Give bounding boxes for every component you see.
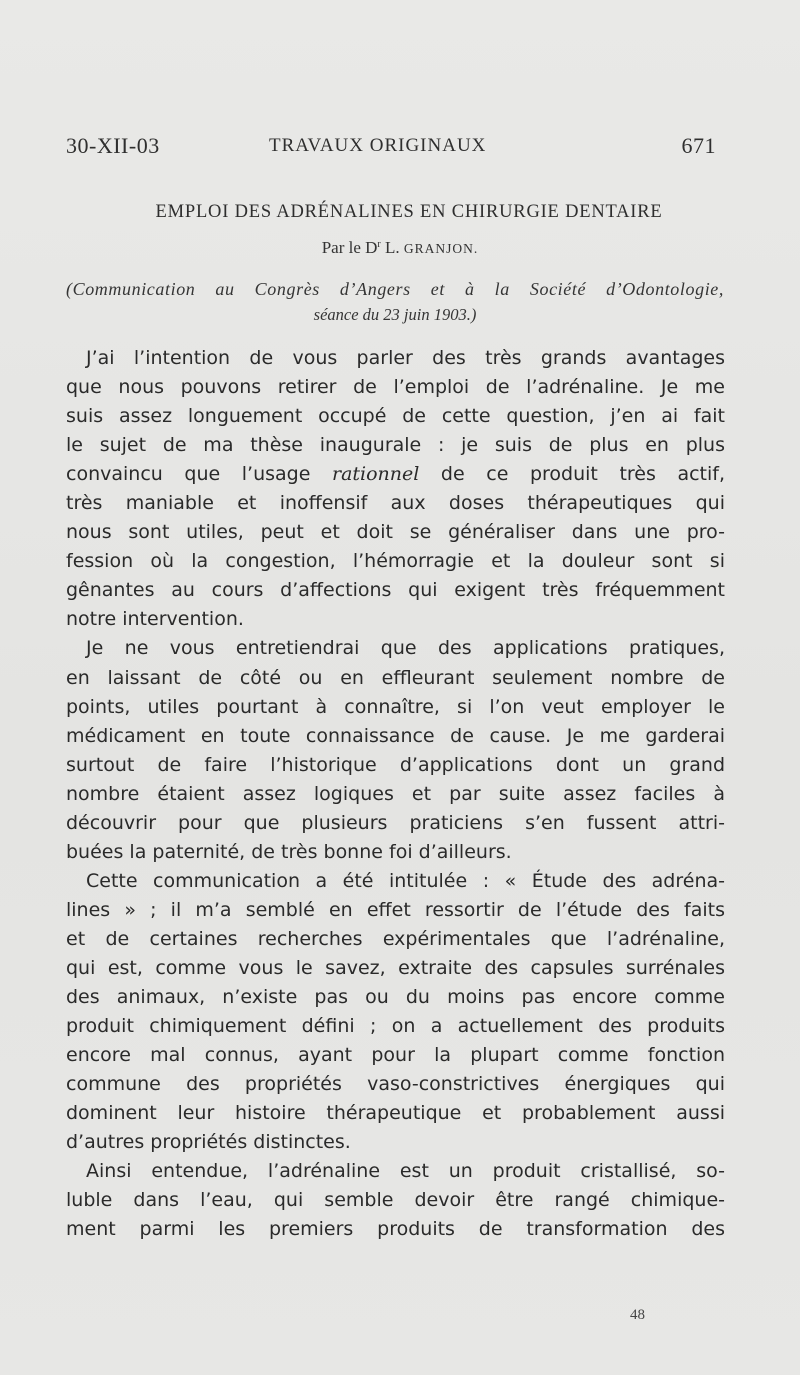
byline-author: GRANJON.: [403, 241, 479, 256]
text-line: nombre étaient assez logiques et par suite assez faciles à: [66, 782, 725, 805]
text-line: ment parmi les premiers produits de transformation des: [66, 1218, 725, 1241]
text-run: de ce produit très actif,: [419, 463, 725, 486]
text-line: [66, 460, 725, 489]
text-line: gênantes au cours d’affections qui exigent très fréquemment: [66, 579, 725, 602]
text-line: dominent leur histoire thérapeutique et probablement aussi: [66, 1102, 725, 1125]
text-line: luble dans l’eau, qui semble devoir être rangé chimique-: [66, 1189, 725, 1212]
article-byline: [0, 238, 800, 258]
text-line: que nous pouvons retirer de l’emploi de l’adrénaline. Je me: [66, 376, 725, 399]
italic-emphasis: rationnel: [331, 463, 420, 486]
header-page-number: 671: [681, 133, 716, 158]
text-line: Je ne vous entretiendrai que des applications pratiques,: [86, 637, 725, 660]
byline-superscript: r: [377, 239, 381, 250]
text-line: d’autres propriétés distinctes.: [66, 1131, 351, 1154]
text-line: J’ai l’intention de vous parler des très grands avantages: [86, 347, 725, 369]
text-line: Ainsi entendue, l’adrénaline est un produit cristallisé, so-: [86, 1160, 725, 1183]
text-line: découvrir pour que plusieurs praticiens s’en fussent attri-: [66, 811, 725, 834]
text-line: encore mal connus, ayant pour la plupart comme fonction: [66, 1044, 725, 1067]
text-line: points, utiles pourtant à connaître, si l’on veut employer le: [66, 695, 725, 718]
text-line: très maniable et inoffensif aux doses thérapeutiques qui: [66, 492, 725, 515]
article-title: EMPLOI DES ADRÉNALINES EN CHIRURGIE DENTAIRE: [155, 202, 663, 222]
signature-mark: 48: [630, 1307, 645, 1323]
article-body: [66, 344, 725, 1244]
text-line: notre intervention.: [66, 608, 244, 631]
text-line: suis assez longuement occupé de cette question, j’en ai fait: [66, 405, 725, 428]
byline-initial: L.: [385, 238, 400, 257]
header-section-title: TRAVAUX ORIGINAUX: [269, 135, 487, 156]
header-date: 30-XII-03: [66, 133, 160, 158]
paragraph: [66, 867, 725, 1157]
text-line: buées la paternité, de très bonne foi d’ailleurs.: [66, 840, 512, 863]
text-line: nous sont utiles, peut et doit se généraliser dans une pro-: [66, 521, 725, 544]
paragraph: [66, 1157, 725, 1244]
text-line: des animaux, n’existe pas ou du moins pas encore comme: [66, 986, 725, 1009]
communication-line-1: (Communication au Congrès d’Angers et à la Société d’Odontologie,: [66, 279, 724, 299]
text-line: le sujet de ma thèse inaugurale : je suis de plus en plus: [66, 434, 725, 457]
text-line: fession où la congestion, l’hémorragie et la douleur sont si: [66, 550, 725, 573]
byline-prefix: Par le D: [321, 238, 378, 257]
text-line: et de certaines recherches expérimentales que l’adrénaline,: [66, 927, 725, 950]
text-line: commune des propriétés vaso-constrictives énergiques qui: [66, 1073, 725, 1096]
text-line: en laissant de côté ou en effleurant seulement nombre de: [66, 666, 725, 689]
text-line: qui est, comme vous le savez, extraite des capsules surrénales: [66, 956, 725, 979]
text-line: médicament en toute connaissance de cause. Je me garderai: [66, 724, 725, 747]
communication-line-2: séance du 23 juin 1903.): [313, 305, 477, 324]
text-line: Cette communication a été intitulée : « Étude des adréna-: [86, 869, 725, 892]
paragraph: [66, 634, 725, 866]
communication-note: [66, 277, 724, 327]
paragraph: [66, 344, 725, 634]
text-line: lines » ; il m’a semblé en effet ressortir de l’étude des faits: [66, 898, 725, 921]
text-line: surtout de faire l’historique d’applications dont un grand: [66, 753, 725, 776]
running-header: [66, 133, 716, 163]
text-run: convaincu que l’usage: [66, 463, 332, 486]
text-line: produit chimiquement défini ; on a actuellement des produits: [66, 1015, 725, 1038]
